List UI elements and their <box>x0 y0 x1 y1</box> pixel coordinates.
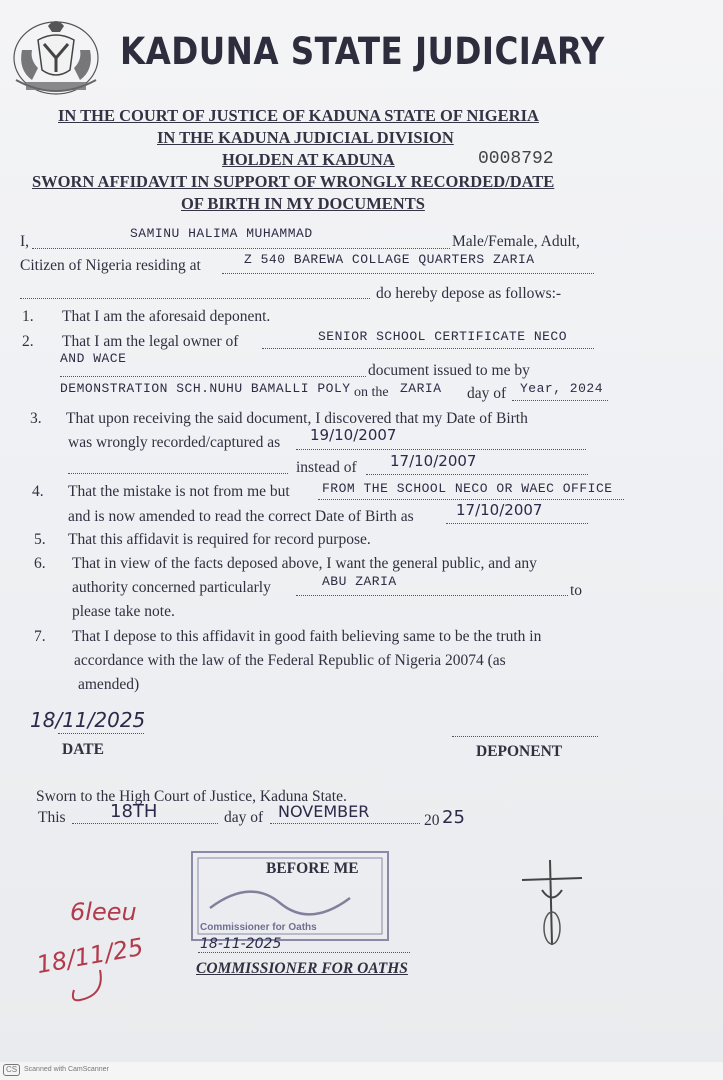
to-label: to <box>570 582 583 599</box>
issue-place: ZARIA <box>400 381 442 396</box>
sworn-year-suffix: 25 <box>442 807 465 828</box>
coat-of-arms-icon <box>8 10 104 98</box>
amended-dob: 17/10/2007 <box>456 501 543 519</box>
sworn-day-of: day of <box>224 809 264 826</box>
item-4-amended: and is now amended to read the correct Date of Birth as <box>68 508 414 525</box>
affidavit-heading: SWORN AFFIDAVIT IN SUPPORT OF WRONGLY RECORDED/DATE <box>32 172 555 191</box>
citizen-label: Citizen of Nigeria residing at <box>20 257 201 274</box>
item-1-text: That I am the aforesaid deponent. <box>62 308 271 325</box>
item-number-6: 6. <box>34 555 46 572</box>
date-label: DATE <box>62 741 104 758</box>
sworn-line: Sworn to the High Court of Justice, Kaduna State. <box>36 788 347 805</box>
gender-label: Male/Female, Adult, <box>452 233 580 250</box>
item-3-recorded: was wrongly recorded/captured as <box>68 434 281 451</box>
instead-of-label: instead of <box>296 459 357 476</box>
red-annotation-1: 6leeu <box>70 898 137 926</box>
item-number-7: 7. <box>34 628 46 645</box>
commissioner-label: COMMISSIONER FOR OATHS <box>196 960 408 977</box>
before-me-label: BEFORE ME <box>266 860 359 877</box>
item-2-text: That I am the legal owner of <box>62 333 239 350</box>
item-6-note: please take note. <box>72 603 175 620</box>
item-2-issued: document issued to me by <box>368 362 530 379</box>
day-of-label: day of <box>467 385 507 402</box>
item-6-authority: authority concerned particularly <box>72 579 271 596</box>
red-annotation-2: 18/11/25 <box>34 932 146 980</box>
item-4-text: That the mistake is not from me but <box>68 483 290 500</box>
holden-heading: HOLDEN AT KADUNA <box>222 150 395 169</box>
item-number-2: 2. <box>22 333 34 350</box>
issue-year: Year, 2024 <box>520 381 604 396</box>
red-scribble-icon <box>60 960 110 1010</box>
document-name-cont: AND WACE <box>60 351 127 366</box>
sworn-year-prefix: 20 <box>424 812 440 829</box>
mistake-source: FROM THE SCHOOL NECO OR WAEC OFFICE <box>322 481 613 496</box>
issuer-value: DEMONSTRATION SCH.NUHU BAMALLI POLY <box>60 381 351 396</box>
affidavit-subheading: OF BIRTH IN MY DOCUMENTS <box>181 194 425 213</box>
court-heading: IN THE COURT OF JUSTICE OF KADUNA STATE OF NIGERIA <box>58 106 539 125</box>
address-value: Z 540 BAREWA COLLAGE QUARTERS ZARIA <box>244 252 535 267</box>
authority-value: ABU ZARIA <box>322 574 397 589</box>
depose-label: do hereby depose as follows:- <box>376 285 562 302</box>
correct-dob: 17/10/2007 <box>390 452 477 470</box>
deponent-label: DEPONENT <box>476 743 563 760</box>
signed-date: 18/11/2025 <box>30 708 146 732</box>
wrong-dob: 19/10/2007 <box>310 426 397 444</box>
item-number-5: 5. <box>34 531 46 548</box>
scanned-label: Scanned with CamScanner <box>24 1066 109 1073</box>
camscanner-icon: CS <box>3 1064 20 1076</box>
item-6-text: That in view of the facts deposed above, I want the general public, and any <box>72 555 537 572</box>
item-7-text: That I depose to this affidavit in good faith believing same to be the truth in <box>72 628 542 645</box>
item-number-1: 1. <box>22 308 34 325</box>
scanner-footer <box>0 1062 723 1080</box>
deponent-mark-icon <box>512 850 592 950</box>
commissioner-date: 18-11-2025 <box>200 936 282 952</box>
i-label: I, <box>20 233 30 250</box>
serial-number: 0008792 <box>478 149 554 169</box>
item-5-text: That this affidavit is required for record purpose. <box>68 531 371 548</box>
item-7-amended: amended) <box>78 676 140 693</box>
item-number-4: 4. <box>32 483 44 500</box>
document-title: KADUNA STATE JUDICIARY <box>120 30 605 73</box>
item-number-3: 3. <box>30 410 42 427</box>
item-7-law: accordance with the law of the Federal Republic of Nigeria 20074 (as <box>74 652 506 669</box>
deponent-name: SAMINU HALIMA MUHAMMAD <box>130 226 313 241</box>
on-the-label: on the <box>354 385 389 400</box>
stamp-text: Commissioner for Oaths <box>200 922 317 933</box>
sworn-month: NOVEMBER <box>278 802 370 821</box>
document-name: SENIOR SCHOOL CERTIFICATE NECO <box>318 329 568 344</box>
item-3-text: That upon receiving the said document, I discovered that my Date of Birth <box>66 410 528 427</box>
sworn-day: 18TH <box>110 801 158 822</box>
this-label: This <box>38 809 66 826</box>
division-heading: IN THE KADUNA JUDICIAL DIVISION <box>157 128 454 147</box>
